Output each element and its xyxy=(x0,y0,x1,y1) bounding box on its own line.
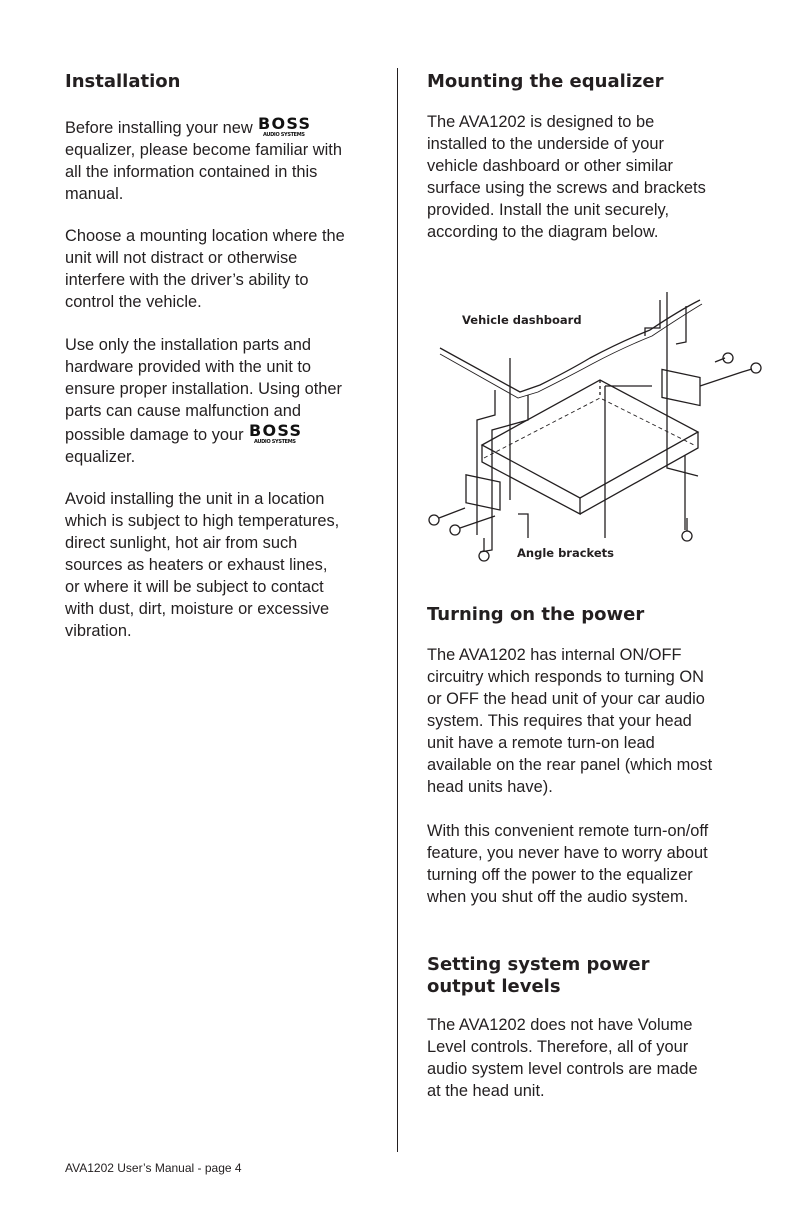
install-paragraph-1 xyxy=(65,115,385,205)
levels-heading: Setting system power output levels xyxy=(427,954,650,997)
text: equalizer. xyxy=(65,448,136,466)
page-footer: AVA1202 User’s Manual - page 4 xyxy=(65,1161,242,1175)
vehicle-dashboard-label: Vehicle dashboard xyxy=(462,313,582,327)
mounting-paragraph: The AVA1202 is designed to be installed to the underside of your vehicle dashboard or other similar surface using the screws and brackets provided. Install the unit securely, according to the diagram below. xyxy=(427,113,706,241)
boss-logo xyxy=(257,115,315,137)
svg-text:AUDIO SYSTEMS: AUDIO SYSTEMS xyxy=(263,132,306,137)
text: Use only the installation parts and hardware provided with the unit to ensure proper installation. Using other parts can cause malfunction and possible damage to your xyxy=(65,336,342,444)
mounting-heading: Mounting the equalizer xyxy=(427,71,664,92)
svg-text:BOSS: BOSS xyxy=(258,115,311,133)
angle-brackets-label: Angle brackets xyxy=(517,546,615,560)
power-paragraph-2: With this convenient remote turn-on/off feature, you never have to worry about turning off the power to the equalizer when you shut off the audio system. xyxy=(427,822,709,906)
svg-text:BOSS: BOSS xyxy=(249,422,302,440)
install-paragraph-4: Avoid installing the unit in a location which is subject to high temperatures, direct sunlight, hot air from such sources as heaters or exhaust lines, or where it will be subject to contact with dust, dirt, moisture or excessive vibration. xyxy=(65,490,340,640)
power-heading: Turning on the power xyxy=(427,604,645,625)
text: Before installing your new xyxy=(65,119,258,137)
text: equalizer, please become familiar with all the information contained in this manual. xyxy=(65,141,342,203)
boss-logo xyxy=(248,422,306,444)
install-paragraph-3 xyxy=(65,334,385,468)
mounting-diagram xyxy=(420,280,792,570)
installation-heading: Installation xyxy=(65,71,181,92)
power-paragraph-1: The AVA1202 has internal ON/OFF circuitry which responds to turning ON or OFF the head unit of your car audio system. This requires that your head unit have a remote turn-on lead available on the rear panel (which most head units have). xyxy=(427,646,713,796)
install-paragraph-2: Choose a mounting location where the unit will not distract or otherwise interfere with the driver’s ability to control the vehicle. xyxy=(65,227,345,311)
svg-text:AUDIO SYSTEMS: AUDIO SYSTEMS xyxy=(254,439,297,444)
column-divider xyxy=(397,68,398,1152)
levels-paragraph: The AVA1202 does not have Volume Level controls. Therefore, all of your audio system level controls are made at the head unit. xyxy=(427,1016,698,1100)
